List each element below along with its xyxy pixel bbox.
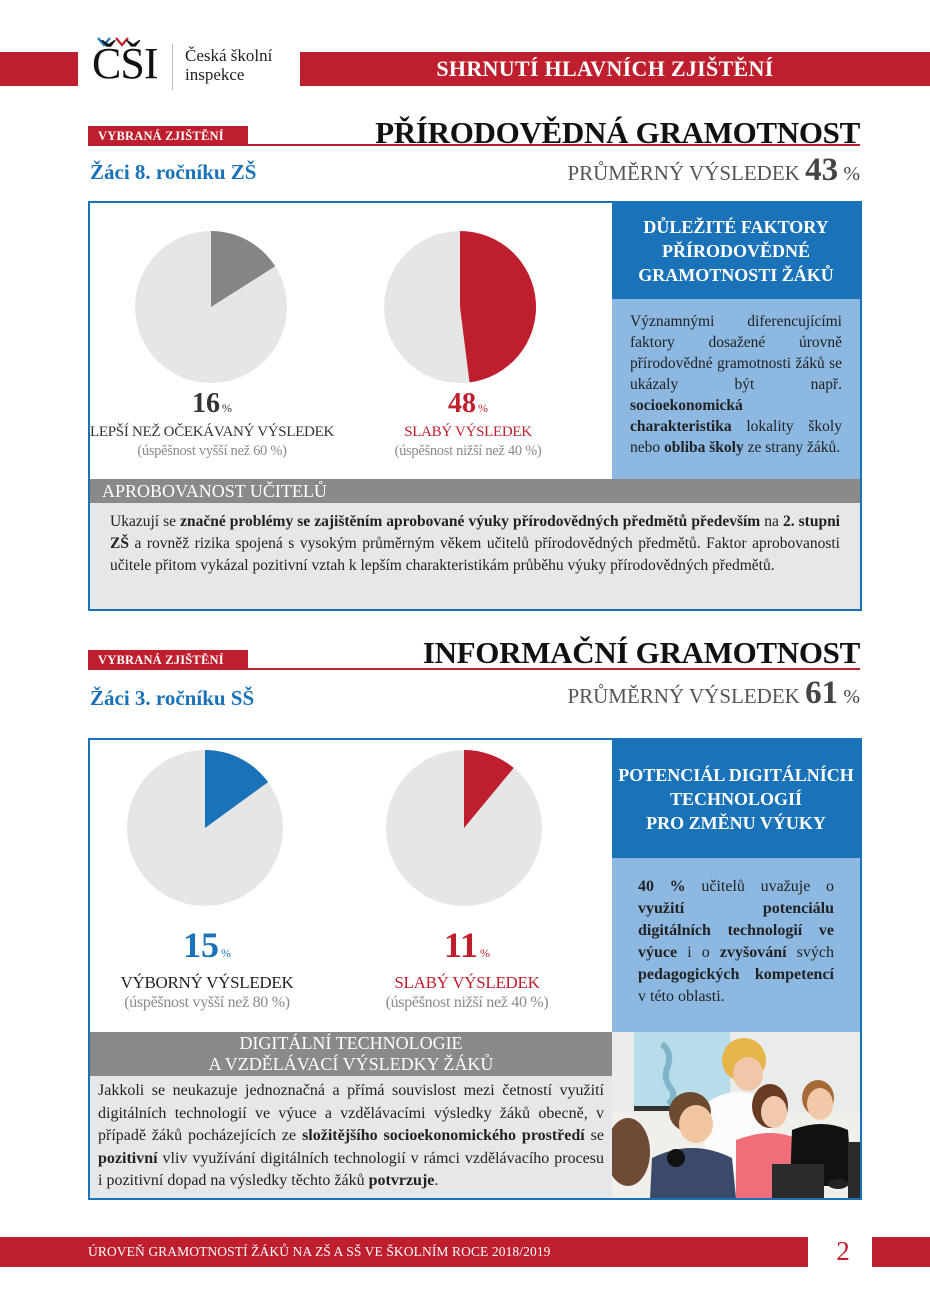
average-label: PRŮMĚRNÝ VÝSLEDEK <box>567 684 800 708</box>
emphasis-text: 40 % <box>638 878 686 895</box>
body-text: vliv využívání digitálních technologií v rámci vzdělávacího procesu i pozitivní dopad na výsledky těchto žáků <box>98 1149 604 1189</box>
grade-label: Žáci 3. ročníku SŠ <box>90 686 255 710</box>
footer-bar-right <box>872 1237 930 1267</box>
classroom-photo-icon <box>612 1032 860 1198</box>
section-title: PŘÍRODOVĚDNÁ GRAMOTNOST <box>375 115 860 150</box>
digital-potential-heading <box>612 740 860 858</box>
digital-technology-heading <box>90 1032 612 1076</box>
factors-panel-heading <box>612 203 860 299</box>
pie-label-better-than-expected <box>90 389 334 460</box>
emphasis-text: pozitivní <box>98 1149 158 1167</box>
pie-value-number: 11 <box>443 925 478 965</box>
pie-chart-weak-result <box>386 750 542 906</box>
heading-line: DŮLEŽITÉ FAKTORY <box>643 217 829 237</box>
emphasis-text: 2. stupni ZŠ <box>110 513 840 552</box>
body-text: se <box>584 1127 604 1144</box>
emphasis-text: socioekonomická charakteristika <box>630 397 743 435</box>
heading-line: TECHNOLOGIÍ <box>669 789 802 809</box>
average-value: 43 <box>805 152 839 188</box>
factors-panel-body <box>612 299 860 479</box>
digital-technology-body <box>90 1076 612 1198</box>
page-number: 2 <box>836 1236 850 1266</box>
heading-line: GRAMOTNOSTI ŽÁKŮ <box>638 265 834 285</box>
pie-value-unit: % <box>478 401 488 415</box>
body-text: . <box>434 1172 439 1189</box>
page-header-title: SHRNUTÍ HLAVNÍCH ZJIŠTĚNÍ <box>300 52 930 86</box>
logo-mark: ČŠI <box>92 39 158 88</box>
digital-potential-body <box>612 858 860 1032</box>
average-unit: % <box>843 686 860 708</box>
section-frame <box>88 738 862 1200</box>
body-text: v této oblasti. <box>638 988 725 1005</box>
heading-line: POTENCIÁL DIGITÁLNÍCH <box>618 765 854 785</box>
emphasis-text: složitějšího socioekonomického prostředí <box>302 1127 585 1144</box>
pie-value-unit: % <box>221 946 231 960</box>
pie-value <box>346 926 588 972</box>
pie-value-unit: % <box>222 401 232 415</box>
body-text: Významnými diferencujícími faktory dosažené úrovně přírodovědné gramotnosti žáků se ukázaly být např. <box>630 313 842 393</box>
body-text: na <box>760 513 783 530</box>
pie-subcaption: (úspěšnost nižší než 40 %) <box>394 443 542 459</box>
pie-subcaption: (úspěšnost vyšší než 80 %) <box>124 994 290 1011</box>
body-text: i o <box>677 944 720 961</box>
pie-slice-value <box>460 231 536 382</box>
emphasis-text: potvrzuje <box>368 1172 435 1189</box>
average-value: 61 <box>805 675 839 711</box>
logo-text-line1: Česká školní <box>185 46 273 65</box>
pie-value-number: 15 <box>183 925 219 965</box>
pie-caption: SLABÝ VÝSLEDEK <box>404 424 532 440</box>
pie-value-unit: % <box>480 946 490 960</box>
body-text: a rovněž rizika spojená s vysokým průměrným věkem učitelů přírodovědných předmětů. Faktor aprobovanosti učitele přitom vykázal pozitivní vztah k lepším charakteristikám průběhu výuky přírodovědných předmětů. <box>110 535 840 574</box>
average-result <box>400 152 860 189</box>
pie-subcaption: (úspěšnost vyšší než 60 %) <box>137 443 287 459</box>
emphasis-text: obliba školy <box>664 439 744 456</box>
logo-text-line2: inspekce <box>185 65 245 84</box>
classroom-photo <box>612 1032 860 1198</box>
average-unit: % <box>843 163 860 185</box>
pie-caption: SLABÝ VÝSLEDEK <box>394 973 540 992</box>
csi-logo <box>92 36 292 92</box>
pie-chart-excellent-result <box>127 750 283 906</box>
pie-label-excellent-result <box>90 926 324 1013</box>
body-text: učitelů uvažuje o <box>685 878 835 895</box>
section-tag: VYBRANÁ ZJIŠTĚNÍ <box>88 126 248 146</box>
pie-value <box>348 389 588 423</box>
footer-title: ÚROVEŇ GRAMOTNOSTÍ ŽÁKŮ NA ZŠ A SŠ VE ŠKOLNÍM ROCE 2018/2019 <box>0 1237 808 1267</box>
pie-value-number: 48 <box>448 388 476 419</box>
header-bar-left <box>0 52 78 86</box>
pie-label-weak-result <box>346 926 588 1013</box>
pie-chart-weak-result <box>384 231 536 383</box>
body-text: Jakkoli se neukazuje jednoznačná a přímá souvislost mezi četností využití digitálních technologií ve výuce a vzdělávacími výsledky žáků obecně, v případě žáků pocházejících ze <box>98 1082 604 1144</box>
pie-caption: LEPŠÍ NEŽ OČEKÁVANÝ VÝSLEDEK <box>90 424 334 440</box>
section-tag: VYBRANÁ ZJIŠTĚNÍ <box>88 650 248 670</box>
pie-label-weak-result <box>348 389 588 460</box>
body-text: Ukazují se <box>110 513 181 530</box>
average-result <box>400 675 860 712</box>
body-text: svých <box>786 944 834 961</box>
pie-caption: VÝBORNÝ VÝSLEDEK <box>120 973 294 992</box>
pie-value-number: 16 <box>192 388 220 419</box>
teacher-qualification-body <box>90 503 860 609</box>
heading-line: PŘÍRODOVĚDNÉ <box>661 241 810 261</box>
teacher-qualification-heading: APROBOVANOST UČITELŮ <box>90 479 860 503</box>
average-label: PRŮMĚRNÝ VÝSLEDEK <box>567 161 800 185</box>
emphasis-text: značné problémy se zajištěním aprobované výuky přírodovědných předmětů především <box>180 513 761 530</box>
pie-chart-better-than-expected <box>135 231 287 383</box>
grade-label: Žáci 8. ročníku ZŠ <box>90 160 257 184</box>
section-frame <box>88 201 862 611</box>
section-title: INFORMAČNÍ GRAMOTNOST <box>422 635 860 670</box>
pie-value <box>90 389 334 423</box>
pie-subcaption: (úspěšnost nižší než 40 %) <box>385 994 549 1011</box>
heading-line: DIGITÁLNÍ TECHNOLOGIE <box>239 1033 463 1053</box>
emphasis-text: využití potenciálu digitálních technologií ve výuce <box>638 900 834 961</box>
logo-divider <box>172 44 173 90</box>
heading-line: A VZDĚLÁVACÍ VÝSLEDKY ŽÁKŮ <box>208 1054 494 1074</box>
emphasis-text: pedagogických kompetencí <box>638 966 834 983</box>
body-text: lokality školy nebo <box>630 418 842 456</box>
heading-line: PRO ZMĚNU VÝUKY <box>646 813 826 833</box>
body-text: ze strany žáků. <box>743 439 841 456</box>
emphasis-text: zvyšování <box>719 944 787 961</box>
logo-text <box>185 46 272 84</box>
pie-value <box>90 926 324 972</box>
